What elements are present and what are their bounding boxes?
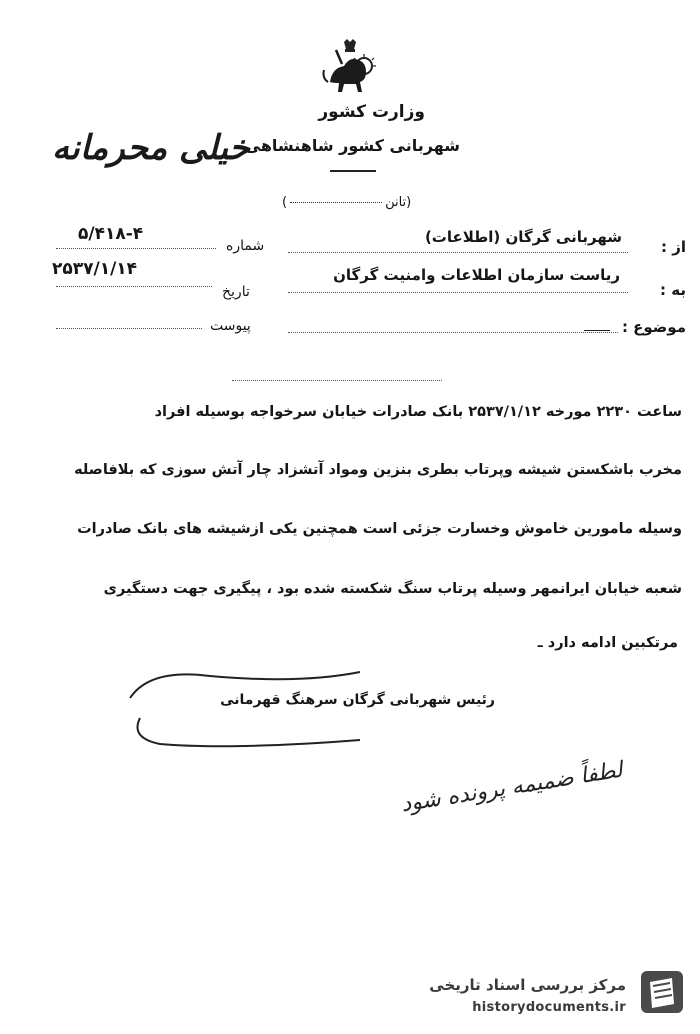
signature-title: رئیس شهربانی گرگان سرهنگ قهرمانی — [220, 692, 495, 708]
date-label: تاریخ — [222, 284, 250, 300]
lion-and-sun-emblem-icon — [318, 38, 382, 98]
from-dotted-line — [288, 252, 628, 253]
ministry-title: وزارت کشور — [318, 102, 425, 122]
body-line-5: مرتکبین ادامه دارد ـ — [537, 635, 678, 651]
body-line-4: شعبه خیابان ایرانمهر وسیله پرتاب سنگ شکسته شده بود ، پیگیری جهت دستگیری — [103, 581, 682, 597]
number-dotted-line — [56, 248, 216, 249]
header-separator — [232, 380, 442, 381]
divider — [330, 170, 376, 172]
to-label: به : — [660, 281, 686, 299]
subject-dash — [584, 330, 610, 331]
tanan-line — [282, 195, 411, 210]
from-label: از : — [661, 238, 686, 256]
from-value: شهربانی گرگان (اطلاعات) — [424, 228, 622, 246]
tanan-dotted-line — [290, 202, 382, 203]
tanan-label: (تانن — [385, 195, 412, 210]
classification-stamp: خیلی محرمانه — [52, 128, 250, 168]
attachment-dotted-line — [56, 328, 202, 329]
archive-website: historydocuments.ir — [472, 1000, 626, 1015]
archive-logo-icon — [640, 970, 684, 1014]
date-dotted-line — [56, 286, 212, 287]
to-value: ریاست سازمان اطلاعات وامنیت گرگان — [333, 266, 620, 284]
department-title: شهربانی کشور شاهنشاهی — [244, 136, 460, 155]
date-value: ۲۵۳۷/۱/۱۴ — [52, 259, 138, 279]
number-label: شماره — [226, 238, 265, 254]
body-line-1: ساعت ۲۲۳۰ مورخه ۲۵۳۷/۱/۱۲ بانک صادرات خیابان سرخواجه بوسیله افراد — [154, 404, 682, 420]
subject-label: موضوع : — [621, 318, 686, 336]
handwritten-note: لطفاً ضمیمه پرونده شود — [399, 757, 625, 818]
subject-dotted-line — [288, 332, 618, 333]
number-value: ۵/۴۱۸-۴ — [78, 224, 144, 244]
archive-center-name: مرکز بررسی اسناد تاریخی — [429, 976, 626, 994]
attachment-label: پیوست — [210, 318, 251, 334]
tanan-close: ) — [282, 195, 288, 210]
body-line-2: مخرب باشکستن شیشه وپرتاب بطری بنزین ومواد آتشزاد چار آتش سوزی که بلافاصله — [74, 462, 682, 478]
signature-scribble — [120, 668, 370, 750]
to-dotted-line — [288, 292, 628, 293]
body-line-3: وسیله مامورین خاموش وخسارت جزئی است همچنین یکی ازشیشه های بانک صادرات — [77, 521, 682, 537]
